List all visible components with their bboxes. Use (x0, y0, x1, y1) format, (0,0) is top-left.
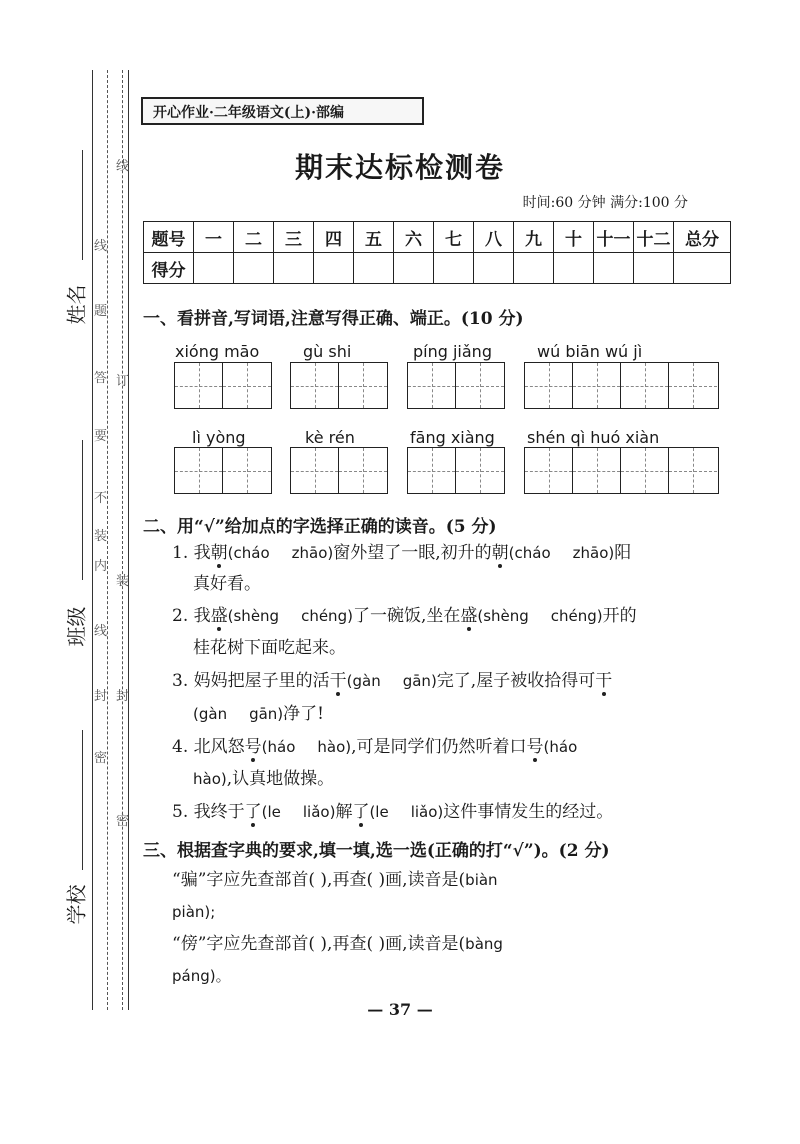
writing-grid[interactable] (290, 362, 388, 409)
score-total-cell[interactable] (674, 253, 731, 284)
score-col: 二 (234, 222, 274, 253)
score-row-label: 得分 (144, 253, 194, 284)
q2-item-4: 4. 北风怒号(háo hào),可是同学们仍然听着口号(háo (172, 737, 578, 757)
score-cell[interactable] (594, 253, 634, 284)
score-row-label: 题号 (144, 222, 194, 253)
class-underline (82, 440, 83, 580)
seal-char: 线 (94, 239, 108, 254)
score-col: 一 (194, 222, 234, 253)
margin-line-inner (128, 70, 129, 1010)
writing-grid[interactable] (290, 447, 388, 494)
score-col: 六 (394, 222, 434, 253)
q2-item-5: 5. 我终于了(le liǎo)解了(le liǎo)这件事情发生的经过。 (172, 802, 614, 822)
school-label: 学校 (64, 884, 89, 925)
score-col: 三 (274, 222, 314, 253)
pinyin-label: wú biān wú jì (537, 342, 643, 361)
pinyin-label: lì yòng (192, 428, 246, 447)
seal-char: 封 (116, 689, 130, 704)
score-input-row (144, 253, 731, 284)
writing-grid[interactable] (524, 447, 719, 494)
score-cell[interactable] (194, 253, 234, 284)
writing-grid[interactable] (524, 362, 719, 409)
score-cell[interactable] (474, 253, 514, 284)
seal-char: 要 (94, 429, 108, 444)
q2-item-2: 2. 我盛(shèng chéng)了一碗饭,坐在盛(shèng chéng)开的 (172, 606, 637, 626)
score-col: 七 (434, 222, 474, 253)
series-banner: 开心作业·二年级语文(上)·部编 (141, 97, 424, 125)
q2-item-3-cont: (gàn gān)净了! (193, 704, 324, 724)
seal-char: 密 (116, 814, 130, 829)
class-label: 班级 (64, 606, 89, 647)
margin-line-outer (92, 70, 93, 1010)
writing-grid[interactable] (174, 362, 272, 409)
margin-line-dashed-inner (122, 70, 123, 1010)
seal-char: 装 (116, 574, 130, 589)
seal-char: 线 (116, 159, 130, 174)
q3-line-3: “傍”字应先查部首( ),再查( )画,读音是(bàng (172, 934, 503, 954)
seal-char: 密 (94, 751, 108, 766)
score-cell[interactable] (634, 253, 674, 284)
exam-meta: 时间:60 分钟 满分:100 分 (522, 195, 688, 211)
name-label: 姓名 (64, 284, 89, 325)
seal-char: 线 (94, 624, 108, 639)
score-col: 五 (354, 222, 394, 253)
score-total-label: 总分 (674, 222, 731, 253)
writing-grid[interactable] (407, 362, 505, 409)
q3-line-1: “骗”字应先查部首( ),再查( )画,读音是(biàn (172, 870, 498, 890)
page-number: — 37 — (367, 1000, 433, 1019)
pinyin-label: fāng xiàng (410, 428, 495, 447)
page-title: 期末达标检测卷 (294, 151, 505, 184)
score-cell[interactable] (554, 253, 594, 284)
score-col: 十一 (594, 222, 634, 253)
seal-char: 装 (94, 529, 108, 544)
seal-char: 订 (116, 374, 130, 389)
writing-grid[interactable] (407, 447, 505, 494)
pinyin-label: gù shi (303, 342, 352, 361)
score-cell[interactable] (234, 253, 274, 284)
score-header-row (144, 222, 731, 253)
q3-heading: 三、根据查字典的要求,填一填,选一选(正确的打“√”)。(2 分) (143, 841, 610, 861)
score-table (143, 221, 731, 284)
q2-item-1: 1. 我朝(cháo zhāo)窗外望了一眼,初升的朝(cháo zhāo)阳 (172, 543, 632, 563)
margin-line-dashed-outer (107, 70, 108, 1010)
q3-line-2: piàn); (172, 903, 216, 921)
pinyin-label: xióng māo (175, 342, 260, 361)
score-col: 十 (554, 222, 594, 253)
q2-item-4-cont: hào),认真地做操。 (193, 769, 335, 789)
writing-grid[interactable] (174, 447, 272, 494)
pinyin-label: kè rén (305, 428, 355, 447)
score-cell[interactable] (314, 253, 354, 284)
q2-item-3: 3. 妈妈把屋子里的活干(gàn gān)完了,屋子被收拾得可干 (172, 671, 613, 691)
score-col: 八 (474, 222, 514, 253)
score-cell[interactable] (394, 253, 434, 284)
q1-heading: 一、看拼音,写词语,注意写得正确、端正。(10 分) (143, 309, 524, 329)
score-cell[interactable] (274, 253, 314, 284)
q2-item-2-cont: 桂花树下面吃起来。 (193, 638, 346, 658)
seal-char: 不 (94, 491, 108, 506)
seal-char: 封 (94, 689, 108, 704)
score-col: 九 (514, 222, 554, 253)
score-col: 十二 (634, 222, 674, 253)
seal-char: 题 (94, 304, 108, 319)
school-underline (82, 730, 83, 870)
q2-heading: 二、用“√”给加点的字选择正确的读音。(5 分) (143, 517, 497, 537)
seal-char: 内 (94, 559, 108, 574)
q3-line-4: páng)。 (172, 967, 231, 985)
score-cell[interactable] (514, 253, 554, 284)
q2-item-1-cont: 真好看。 (193, 574, 261, 594)
score-cell[interactable] (434, 253, 474, 284)
pinyin-label: shén qì huó xiàn (527, 428, 660, 447)
pinyin-label: píng jiǎng (413, 342, 492, 361)
score-col: 四 (314, 222, 354, 253)
seal-char: 答 (94, 371, 108, 386)
score-cell[interactable] (354, 253, 394, 284)
